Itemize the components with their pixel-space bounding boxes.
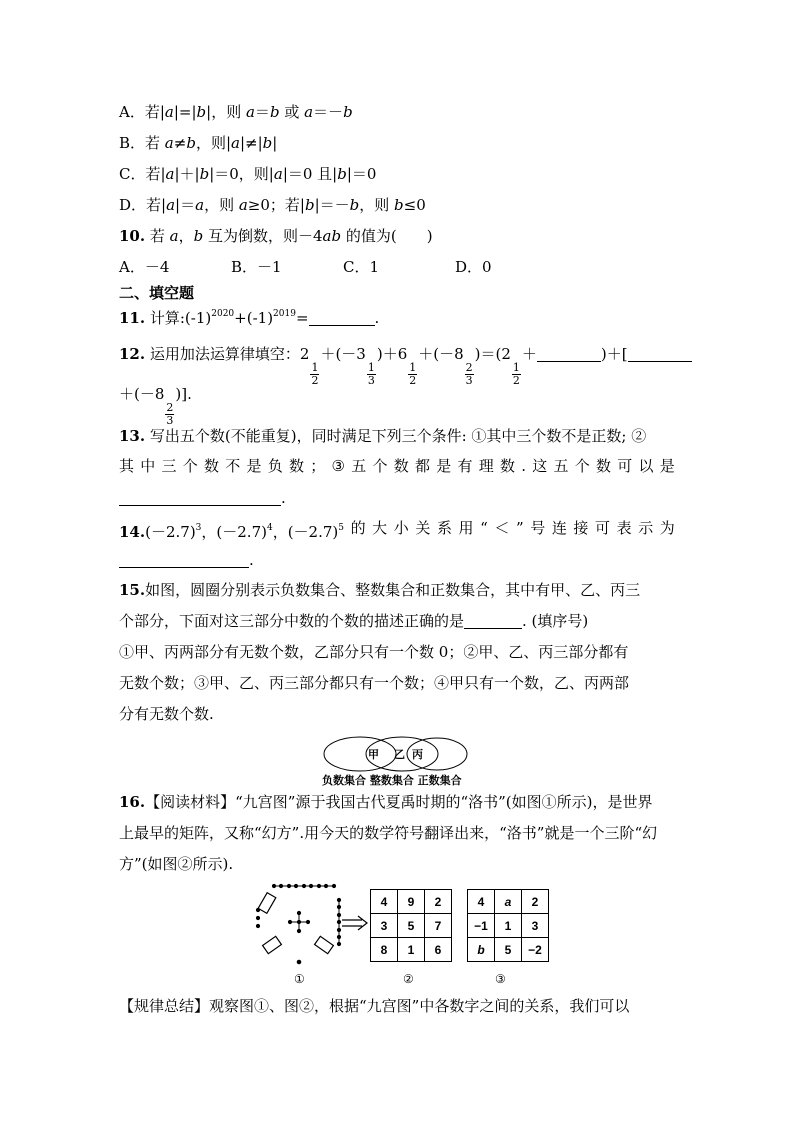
q9-option-b: B．若 a≠b，则|a|≠|b| xyxy=(119,134,278,152)
arrow-right-icon xyxy=(340,915,370,931)
q13-line1: 13. 写出五个数(不能重复)，同时满足下列三个条件: ①其中三个数不是正数; ② xyxy=(119,427,647,445)
q13-line3: . xyxy=(119,488,286,508)
grid-cell: 4 xyxy=(371,890,398,914)
luoshu-figure xyxy=(254,880,344,968)
q13-line2: 其 中 三 个 数 不 是 负 数 ； ③ 五 个 数 都 是 有 理 数 . 这 五 个 数 可 以 是 xyxy=(119,457,675,475)
venn-yi: 乙 xyxy=(394,748,405,761)
grid-cell: 2 xyxy=(425,890,452,914)
q12-line1: 12. 运用加法运算律填空：2 $\frac{1}{2}$ ＋(－3 $\frac{1}{3}$ )＋6 $\frac{1}{2}$ ＋(－8 $\frac{2}{3}$ )＝(2 $\frac{1}{2}$ ＋ )＋[ xyxy=(119,344,692,387)
answer-blank[interactable] xyxy=(537,347,601,362)
grid-cell: −2 xyxy=(522,938,549,962)
answer-blank[interactable] xyxy=(628,347,692,362)
magic-square-grid-2 xyxy=(370,889,452,962)
grid-cell: b xyxy=(468,938,495,962)
q16-line2: 上最早的矩阵，又称“幻方”.用今天的数学符号翻译出来，“洛书”就是一个三阶“幻 xyxy=(119,824,658,842)
venn-jia: 甲 xyxy=(368,748,379,761)
q16-line4: 【规律总结】观察图①、图②，根据“九宫图”中各数字之间的关系，我们可以 xyxy=(119,997,630,1015)
grid-cell: 3 xyxy=(522,914,549,938)
grid-cell: 7 xyxy=(425,914,452,938)
q12-line2: ＋(－8 $\frac{2}{3}$ )]. xyxy=(119,385,192,427)
section-heading: 二、填空题 xyxy=(119,284,195,302)
answer-blank[interactable] xyxy=(119,491,281,506)
q15-line2: 个部分，下面对这三部分中数的个数的描述正确的是 . (填序号) xyxy=(119,612,589,630)
grid-cell: 5 xyxy=(398,914,425,938)
grid-cell: 8 xyxy=(371,938,398,962)
q9-option-a: A．若|a|=|b|，则 a＝b 或 a＝－b xyxy=(119,103,353,121)
grid-cell: 3 xyxy=(371,914,398,938)
q15-line5: 分有无数个数. xyxy=(119,705,214,723)
q14-line1: $14.(-2.7)^3$，$(-2.7)^4$，$(-2.7)^5$ 的 大 小 关 系 用 “ ＜ ” 号 连 接 可 表 示 为 xyxy=(119,519,675,541)
figure-caption-1: ① xyxy=(294,972,305,986)
grid-cell: 1 xyxy=(495,914,522,938)
venn-set-labels: 负数集合 整数集合 正数集合 xyxy=(322,774,462,787)
grid-cell: a xyxy=(495,890,522,914)
grid-cell: 2 xyxy=(522,890,549,914)
q10-stem: 10. 若 a，b 互为倒数，则－4ab 的值为( ) xyxy=(119,227,433,245)
answer-blank[interactable] xyxy=(119,553,249,568)
q14-line2: . xyxy=(119,550,254,570)
grid-cell: −1 xyxy=(468,914,495,938)
q10-option: A．－4 xyxy=(119,258,170,276)
figure-caption-2: ② xyxy=(403,972,414,986)
answer-blank[interactable] xyxy=(309,311,375,326)
grid-cell: 9 xyxy=(398,890,425,914)
venn-diagram xyxy=(322,735,482,785)
q15-line3: ①甲、丙两部分有无数个数，乙部分只有一个数 0；②甲、乙、丙三部分都有 xyxy=(119,643,629,661)
q10-option: C．1 xyxy=(343,258,380,276)
q10-option: B．－1 xyxy=(231,258,282,276)
q16-line1: 16.【阅读材料】“九宫图”源于我国古代夏禹时期的“洛书”(如图①所示)，是世界 xyxy=(119,793,653,811)
q15-line1: 15.如图，圆圈分别表示负数集合、整数集合和正数集合，其中有甲、乙、丙三 xyxy=(119,581,641,599)
q10-options xyxy=(119,257,492,277)
venn-bing: 丙 xyxy=(412,748,423,761)
q10-option: D．0 xyxy=(455,258,492,276)
magic-square-grid-3 xyxy=(467,889,549,962)
q11: 11. 计算$:(-1)^{2020}+(-1)^{2019}=$ . xyxy=(119,309,380,327)
q16-line3: 方”(如图②所示). xyxy=(119,855,234,873)
grid-cell: 6 xyxy=(425,938,452,962)
grid-cell: 4 xyxy=(468,890,495,914)
q15-line4: 无数个数；③甲、乙、丙三部分都只有一个数；④甲只有一个数，乙、丙两部 xyxy=(119,674,630,692)
figure-caption-3: ③ xyxy=(495,972,506,986)
grid-cell: 1 xyxy=(398,938,425,962)
answer-blank[interactable] xyxy=(464,614,522,629)
grid-cell: 5 xyxy=(495,938,522,962)
q9-option-c: C．若|a|＋|b|＝0，则|a|＝0 且|b|＝0 xyxy=(119,165,377,183)
q9-option-d: D．若|a|＝a，则 a≥0；若|b|＝－b，则 b≤0 xyxy=(119,196,426,214)
